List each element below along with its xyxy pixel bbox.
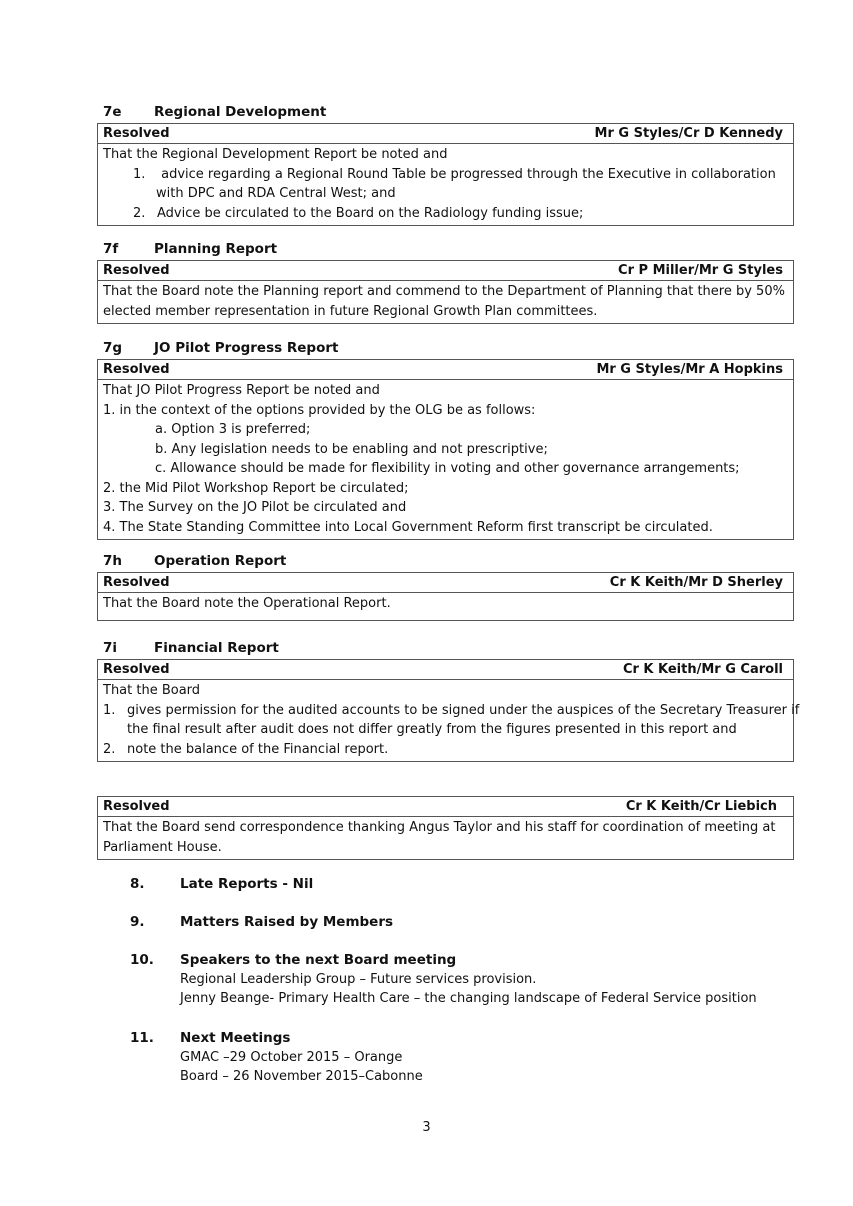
resolved-row xyxy=(98,261,793,281)
item-detail: GMAC –29 October 2015 – Orange xyxy=(180,1050,403,1065)
resolution-subitem: b. Any legislation needs to be enabling and not prescriptive; xyxy=(155,441,548,457)
resolved-row xyxy=(98,797,793,817)
section-number: 7g xyxy=(103,340,123,356)
resolution-box-7g xyxy=(97,359,794,540)
list-item: 2. Advice be circulated to the Board on the Radiology funding issue; xyxy=(133,205,584,221)
section-title: Operation Report xyxy=(154,553,287,569)
movers: Cr P Miller/Mr G Styles xyxy=(618,263,783,278)
item-title: Speakers to the next Board meeting xyxy=(180,952,457,968)
resolution-text: 2. the Mid Pilot Workshop Report be circulated; xyxy=(103,480,409,496)
section-number: 7h xyxy=(103,553,123,569)
section-heading-7h xyxy=(103,553,286,569)
list-item: 2. note the balance of the Financial report. xyxy=(103,741,389,757)
resolution-subitem: a. Option 3 is preferred; xyxy=(155,422,311,437)
resolution-box-thanks xyxy=(97,796,794,860)
list-item: 1. gives permission for the audited accounts to be signed under the auspices of the Secretary Treasurer if xyxy=(103,702,800,718)
section-heading-7e xyxy=(103,104,326,120)
resolution-text: Parliament House. xyxy=(103,839,222,855)
resolved-label: Resolved xyxy=(103,662,170,677)
movers: Cr K Keith/Mr D Sherley xyxy=(609,575,783,590)
section-title: Planning Report xyxy=(154,241,278,257)
resolution-text: 4. The State Standing Committee into Local Government Reform first transcript be circulated. xyxy=(103,519,713,535)
item-detail: Jenny Beange- Primary Health Care – the changing landscape of Federal Service position xyxy=(180,991,757,1006)
resolved-label: Resolved xyxy=(103,575,170,590)
list-item-continuation: the final result after audit does not differ greatly from the figures presented in this report and xyxy=(127,722,737,737)
resolution-intro: That the Regional Development Report be noted and xyxy=(103,147,448,162)
resolution-box-7f xyxy=(97,260,794,324)
section-number: 7e xyxy=(103,104,122,120)
resolution-text: That the Board note the Planning report and commend to the Department of Planning that there by 50% xyxy=(103,284,785,299)
item-title: Matters Raised by Members xyxy=(180,914,394,930)
item-title: Late Reports - Nil xyxy=(180,876,314,892)
section-number: 7i xyxy=(103,640,118,656)
resolved-label: Resolved xyxy=(103,799,170,814)
resolution-text: elected member representation in future Regional Growth Plan committees. xyxy=(103,303,598,319)
resolution-intro: That the Board xyxy=(103,683,201,698)
resolved-row xyxy=(98,573,793,593)
movers: Cr K Keith/Cr Liebich xyxy=(625,799,777,814)
resolved-row xyxy=(98,124,793,144)
section-heading-7g xyxy=(103,340,338,356)
movers: Mr G Styles/Cr D Kennedy xyxy=(594,126,783,141)
item-detail: Regional Leadership Group – Future services provision. xyxy=(180,972,537,987)
resolution-text: That the Board send correspondence thanking Angus Taylor and his staff for coordination of meeting at xyxy=(103,820,776,835)
resolution-text: That the Board note the Operational Report. xyxy=(103,596,391,611)
resolution-box-7h xyxy=(97,572,794,621)
section-number: 7f xyxy=(103,241,119,257)
item-number: 8. xyxy=(130,876,145,892)
resolved-row xyxy=(98,660,793,680)
resolved-label: Resolved xyxy=(103,263,170,278)
resolution-body xyxy=(98,680,800,761)
resolved-label: Resolved xyxy=(103,362,170,377)
resolution-box-7i xyxy=(97,659,800,762)
list-item-continuation: with DPC and RDA Central West; and xyxy=(156,186,396,201)
resolution-text: 3. The Survey on the JO Pilot be circulated and xyxy=(103,500,407,515)
movers: Cr K Keith/Mr G Caroll xyxy=(622,662,783,677)
section-heading-7i xyxy=(103,640,279,656)
item-number: 10. xyxy=(130,952,154,968)
section-title: JO Pilot Progress Report xyxy=(154,340,339,356)
item-detail: Board – 26 November 2015–Cabonne xyxy=(180,1069,423,1084)
resolved-label: Resolved xyxy=(103,126,170,141)
resolution-box-7e xyxy=(97,123,794,226)
resolution-body xyxy=(98,281,793,323)
section-title: Financial Report xyxy=(154,640,279,656)
item-title: Next Meetings xyxy=(180,1030,291,1046)
resolution-body xyxy=(98,144,793,225)
resolution-text: That JO Pilot Progress Report be noted and xyxy=(103,383,380,398)
resolution-subitem: c. Allowance should be made for flexibility in voting and other governance arrangements; xyxy=(155,461,740,476)
section-title: Regional Development xyxy=(154,104,327,120)
movers: Mr G Styles/Mr A Hopkins xyxy=(596,362,783,377)
resolution-body xyxy=(98,380,793,539)
page-number: 3 xyxy=(422,1120,431,1135)
item-number: 9. xyxy=(130,914,145,930)
resolution-text: 1. in the context of the options provided by the OLG be as follows: xyxy=(103,402,536,418)
resolution-body xyxy=(98,817,793,859)
resolved-row xyxy=(98,360,793,380)
list-item: 1. advice regarding a Regional Round Table be progressed through the Executive in collaboration xyxy=(133,166,776,182)
section-heading-7f xyxy=(103,241,277,257)
resolution-body xyxy=(98,593,793,616)
item-number: 11. xyxy=(130,1030,154,1046)
